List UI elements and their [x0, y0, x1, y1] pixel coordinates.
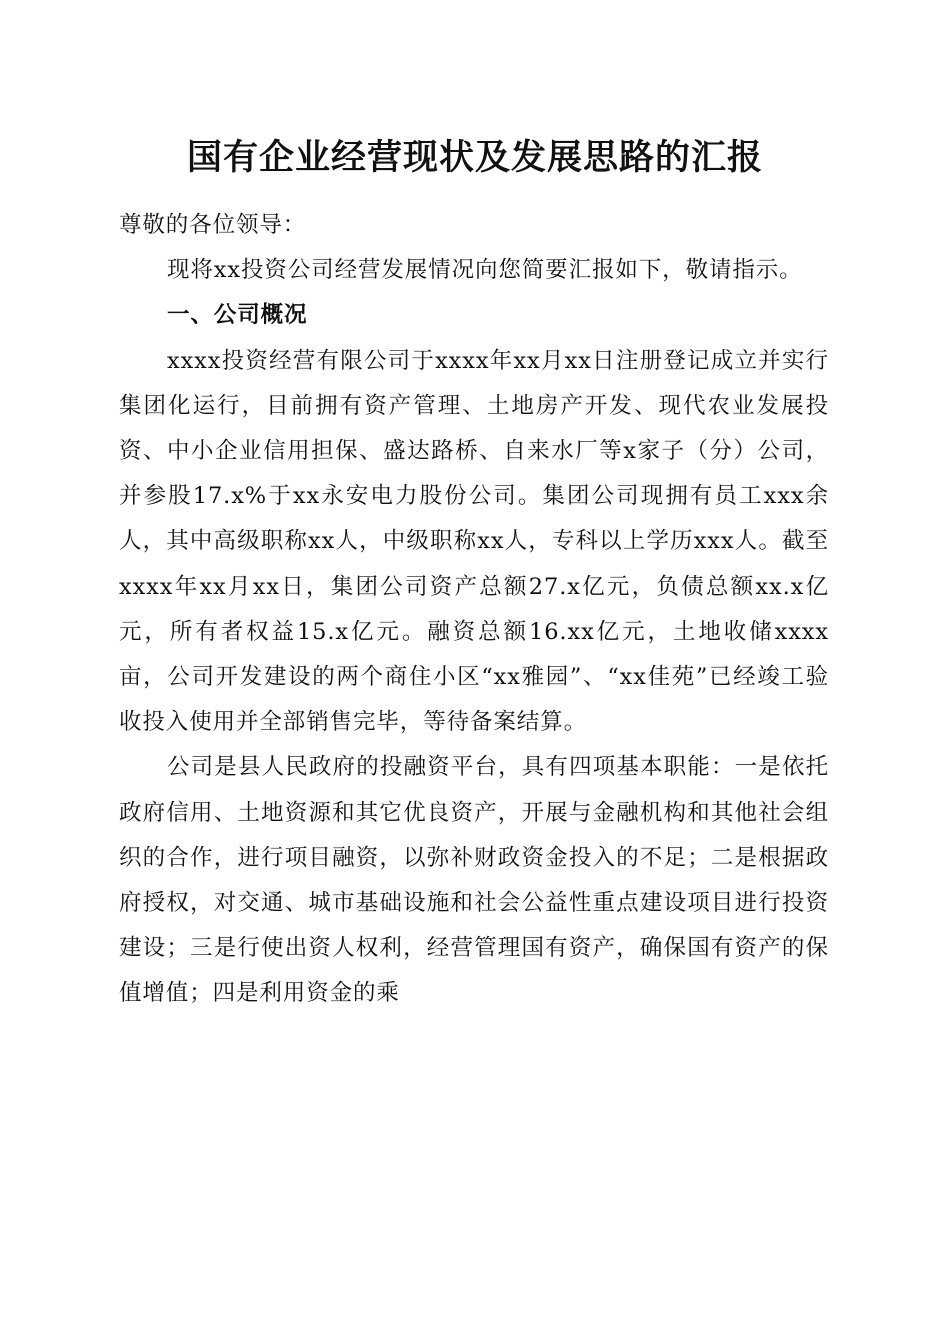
- document-body: [119, 203, 829, 1017]
- company-overview-paragraph: xxxx投资经营有限公司于xxxx年xx月xx日注册登记成立并实行集团化运行，目前拥有资产管理、土地房产开发、现代农业发展投资、中小企业信用担保、盛达路桥、自来水厂等x家子（分）公司，并参股17.x%于xx永安电力股份公司。集团公司现拥有员工xxx余人，其中高级职称xx人，中级职称xx人，专科以上学历xxx人。截至xxxx年xx月xx日，集团公司资产总额27.x亿元，负债总额xx.x亿元，所有者权益15.x亿元。融资总额16.xx亿元，土地收储xxxx亩，公司开发建设的两个商住小区“xx雅园”、“xx佳苑”已经竣工验收投入使用并全部销售完毕，等待备案结算。: [119, 347, 829, 736]
- company-functions-paragraph: 公司是县人民政府的投融资平台，具有四项基本职能：一是依托政府信用、土地资源和其它优良资产，开展与金融机构和其他社会组织的合作，进行项目融资，以弥补财政资金投入的不足；二是根据政府授权，对交通、城市基础设施和社会公益性重点建设项目进行投资建设；三是行使出资人权利，经营管理国有资产，确保国有资产的保值增值；四是利用资金的乘: [119, 754, 829, 1007]
- intro-paragraph: 现将xx投资公司经营发展情况向您简要汇报如下，敬请指示。: [167, 257, 803, 284]
- salutation: 尊敬的各位领导：: [119, 212, 307, 238]
- section-heading-company-overview: 一、公司概况: [167, 302, 308, 329]
- document-title: 国有企业经营现状及发展思路的汇报: [186, 137, 763, 178]
